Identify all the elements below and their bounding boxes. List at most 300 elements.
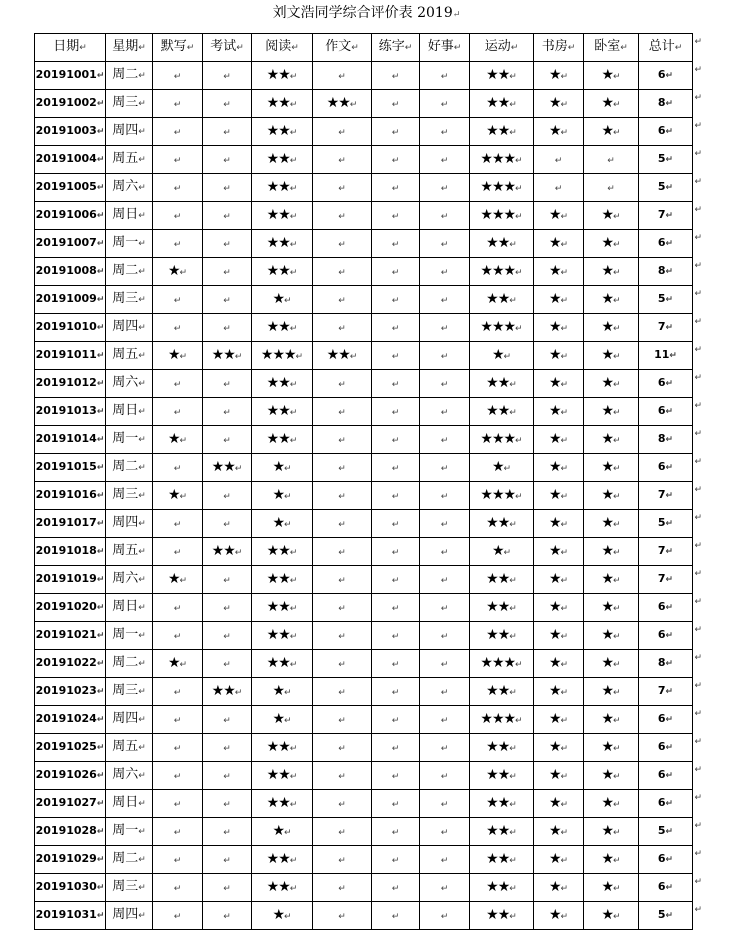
table-cell bbox=[153, 342, 203, 370]
paragraph-mark: ↵ bbox=[289, 771, 298, 782]
paragraph-mark: ↵ bbox=[560, 71, 569, 82]
table-row bbox=[35, 538, 693, 566]
table-cell bbox=[313, 734, 372, 762]
paragraph-mark: ↵ bbox=[665, 71, 674, 81]
table-cell bbox=[584, 370, 639, 398]
star-rating: ★★ bbox=[266, 738, 290, 755]
paragraph-mark: ↵ bbox=[613, 575, 621, 586]
paragraph-mark: ↵ bbox=[560, 435, 569, 446]
paragraph-mark: ↵ bbox=[289, 799, 298, 810]
star-rating: ★ bbox=[272, 290, 284, 307]
paragraph-mark: ↵ bbox=[515, 659, 523, 670]
paragraph-mark: ↵ bbox=[613, 323, 621, 334]
table-cell bbox=[372, 118, 420, 146]
star-rating: ★ bbox=[548, 906, 561, 923]
star-rating: ★ bbox=[548, 206, 561, 223]
cell-value: 5 bbox=[657, 292, 666, 305]
cell-value: 6 bbox=[657, 600, 666, 613]
table-cell bbox=[420, 678, 470, 706]
paragraph-mark: ↵ bbox=[173, 211, 182, 222]
table-cell bbox=[534, 706, 584, 734]
paragraph-mark: ↵ bbox=[338, 827, 346, 838]
table-cell bbox=[470, 874, 534, 902]
table-cell bbox=[372, 706, 420, 734]
table-cell bbox=[639, 566, 693, 594]
paragraph-mark: ↵ bbox=[138, 491, 146, 501]
table-cell bbox=[470, 510, 534, 538]
table-cell bbox=[203, 426, 252, 454]
paragraph-mark: ↵ bbox=[665, 267, 674, 277]
paragraph-mark: ↵ bbox=[138, 43, 146, 53]
paragraph-mark: ↵ bbox=[96, 631, 105, 641]
table-row bbox=[35, 818, 693, 846]
table-cell bbox=[470, 398, 534, 426]
paragraph-mark: ↵ bbox=[665, 519, 674, 529]
table-cell bbox=[203, 678, 252, 706]
paragraph-mark: ↵ bbox=[391, 519, 400, 530]
table-cell bbox=[584, 174, 639, 202]
cell-value: 20191006 bbox=[35, 208, 97, 221]
table-cell bbox=[153, 706, 203, 734]
table-cell bbox=[420, 370, 470, 398]
paragraph-mark: ↵ bbox=[440, 715, 449, 726]
table-cell bbox=[420, 118, 470, 146]
table-cell bbox=[639, 538, 693, 566]
paragraph-mark: ↵ bbox=[509, 771, 517, 782]
table-cell bbox=[313, 902, 372, 930]
column-header bbox=[420, 34, 470, 62]
table-cell bbox=[153, 118, 203, 146]
paragraph-mark: ↵ bbox=[338, 659, 346, 670]
row-end-mark: ↵ bbox=[694, 652, 703, 663]
table-cell bbox=[639, 146, 693, 174]
cell-value: 20191029 bbox=[35, 852, 97, 865]
paragraph-mark: ↵ bbox=[613, 71, 621, 82]
table-cell bbox=[470, 146, 534, 174]
cell-value: 周日 bbox=[112, 599, 139, 614]
table-cell bbox=[252, 230, 313, 258]
paragraph-mark: ↵ bbox=[223, 323, 231, 334]
table-cell bbox=[584, 734, 639, 762]
cell-value: 8 bbox=[657, 96, 666, 109]
star-rating: ★ bbox=[272, 486, 284, 503]
table-cell bbox=[639, 902, 693, 930]
table-cell bbox=[106, 538, 153, 566]
table-cell bbox=[313, 258, 372, 286]
table-cell bbox=[35, 426, 106, 454]
paragraph-mark: ↵ bbox=[665, 855, 674, 865]
cell-value: 周三 bbox=[112, 95, 139, 110]
table-cell bbox=[313, 510, 372, 538]
paragraph-mark: ↵ bbox=[560, 715, 569, 726]
table-row bbox=[35, 622, 693, 650]
paragraph-mark: ↵ bbox=[503, 351, 512, 362]
star-rating: ★ bbox=[272, 710, 284, 727]
paragraph-mark: ↵ bbox=[509, 743, 517, 754]
paragraph-mark: ↵ bbox=[391, 743, 400, 754]
paragraph-mark: ↵ bbox=[284, 911, 292, 922]
table-cell bbox=[203, 706, 252, 734]
paragraph-mark: ↵ bbox=[509, 99, 517, 110]
paragraph-mark: ↵ bbox=[138, 603, 146, 613]
star-rating: ★★ bbox=[326, 94, 350, 111]
paragraph-mark: ↵ bbox=[223, 743, 231, 754]
cell-value: 6 bbox=[657, 852, 666, 865]
paragraph-mark: ↵ bbox=[338, 267, 346, 278]
column-header-label: 练字 bbox=[378, 39, 405, 54]
paragraph-mark: ↵ bbox=[613, 743, 621, 754]
table-cell bbox=[420, 482, 470, 510]
paragraph-mark: ↵ bbox=[223, 127, 231, 138]
table-cell bbox=[639, 398, 693, 426]
paragraph-mark: ↵ bbox=[223, 575, 231, 586]
table-cell bbox=[153, 678, 203, 706]
table-cell bbox=[372, 482, 420, 510]
paragraph-mark: ↵ bbox=[173, 155, 182, 166]
table-cell bbox=[639, 594, 693, 622]
table-cell bbox=[106, 762, 153, 790]
paragraph-mark: ↵ bbox=[173, 911, 182, 922]
table-cell bbox=[420, 286, 470, 314]
star-rating: ★ bbox=[548, 542, 561, 559]
paragraph-mark: ↵ bbox=[96, 771, 105, 781]
star-rating: ★ bbox=[548, 850, 561, 867]
paragraph-mark: ↵ bbox=[138, 211, 146, 221]
column-header-label: 作文 bbox=[325, 39, 352, 54]
table-cell bbox=[372, 790, 420, 818]
paragraph-mark: ↵ bbox=[96, 295, 105, 305]
table-cell bbox=[153, 314, 203, 342]
table-cell bbox=[470, 258, 534, 286]
paragraph-mark: ↵ bbox=[560, 855, 569, 866]
paragraph-mark: ↵ bbox=[665, 687, 674, 697]
table-cell bbox=[35, 510, 106, 538]
paragraph-mark: ↵ bbox=[138, 827, 146, 837]
column-header-label: 总计 bbox=[648, 39, 675, 54]
table-cell bbox=[534, 202, 584, 230]
table-cell bbox=[420, 398, 470, 426]
cell-value: 20191017 bbox=[35, 516, 97, 529]
paragraph-mark: ↵ bbox=[96, 883, 105, 893]
table-cell bbox=[313, 230, 372, 258]
table-cell bbox=[106, 902, 153, 930]
paragraph-mark: ↵ bbox=[440, 183, 449, 194]
table-body bbox=[35, 62, 693, 930]
table-cell bbox=[203, 146, 252, 174]
paragraph-mark: ↵ bbox=[173, 743, 182, 754]
paragraph-mark: ↵ bbox=[223, 603, 231, 614]
star-rating: ★ bbox=[601, 122, 613, 139]
table-cell bbox=[372, 258, 420, 286]
star-rating: ★ bbox=[548, 458, 561, 475]
cell-value: 周五 bbox=[112, 739, 139, 754]
star-rating: ★ bbox=[548, 374, 561, 391]
table-cell bbox=[203, 202, 252, 230]
table-cell bbox=[106, 286, 153, 314]
table-cell bbox=[420, 258, 470, 286]
paragraph-mark: ↵ bbox=[440, 883, 449, 894]
star-rating: ★★ bbox=[266, 178, 290, 195]
cell-value: 20191008 bbox=[35, 264, 97, 277]
paragraph-mark: ↵ bbox=[338, 519, 346, 530]
table-cell bbox=[313, 594, 372, 622]
table-cell bbox=[313, 118, 372, 146]
table-cell bbox=[584, 650, 639, 678]
paragraph-mark: ↵ bbox=[289, 407, 298, 418]
cell-value: 20191003 bbox=[35, 124, 97, 137]
paragraph-mark: ↵ bbox=[440, 855, 449, 866]
cell-value: 周四 bbox=[112, 907, 139, 922]
paragraph-mark: ↵ bbox=[503, 547, 512, 558]
paragraph-mark: ↵ bbox=[560, 827, 569, 838]
table-cell bbox=[153, 510, 203, 538]
paragraph-mark: ↵ bbox=[349, 99, 358, 110]
table-cell bbox=[203, 230, 252, 258]
star-rating: ★★ bbox=[486, 122, 510, 139]
paragraph-mark: ↵ bbox=[173, 715, 182, 726]
star-rating: ★★ bbox=[266, 402, 290, 419]
paragraph-mark: ↵ bbox=[223, 519, 231, 530]
paragraph-mark: ↵ bbox=[560, 771, 569, 782]
star-rating: ★★ bbox=[266, 626, 290, 643]
star-rating: ★★★ bbox=[480, 262, 516, 279]
table-cell bbox=[372, 538, 420, 566]
table-cell bbox=[313, 342, 372, 370]
column-header bbox=[203, 34, 252, 62]
paragraph-mark: ↵ bbox=[665, 575, 674, 585]
star-rating: ★★ bbox=[266, 878, 290, 895]
paragraph-mark: ↵ bbox=[509, 575, 517, 586]
cell-value: 6 bbox=[657, 740, 666, 753]
star-rating: ★★ bbox=[266, 318, 290, 335]
table-cell bbox=[584, 818, 639, 846]
table-cell bbox=[313, 706, 372, 734]
table-cell bbox=[470, 370, 534, 398]
paragraph-mark: ↵ bbox=[284, 715, 292, 726]
table-cell bbox=[106, 706, 153, 734]
cell-value: 6 bbox=[657, 796, 666, 809]
table-cell bbox=[534, 146, 584, 174]
paragraph-mark: ↵ bbox=[391, 99, 400, 110]
table-cell bbox=[420, 342, 470, 370]
table-cell bbox=[420, 650, 470, 678]
table-cell bbox=[639, 314, 693, 342]
paragraph-mark: ↵ bbox=[391, 239, 400, 250]
table-cell bbox=[35, 846, 106, 874]
table-cell bbox=[534, 594, 584, 622]
table-cell bbox=[534, 622, 584, 650]
table-cell bbox=[584, 454, 639, 482]
cell-value: 周一 bbox=[112, 823, 139, 838]
paragraph-mark: ↵ bbox=[234, 687, 243, 698]
table-cell bbox=[203, 790, 252, 818]
paragraph-mark: ↵ bbox=[391, 183, 400, 194]
paragraph-mark: ↵ bbox=[560, 687, 569, 698]
table-cell bbox=[584, 62, 639, 90]
table-cell bbox=[470, 818, 534, 846]
cell-value: 周六 bbox=[112, 375, 139, 390]
paragraph-mark: ↵ bbox=[452, 10, 461, 20]
paragraph-mark: ↵ bbox=[338, 127, 346, 138]
paragraph-mark: ↵ bbox=[96, 463, 105, 473]
table-cell bbox=[252, 678, 313, 706]
paragraph-mark: ↵ bbox=[173, 519, 182, 530]
paragraph-mark: ↵ bbox=[613, 519, 621, 530]
row-end-mark: ↵ bbox=[694, 428, 703, 439]
star-rating: ★★★ bbox=[480, 206, 516, 223]
table-cell bbox=[106, 594, 153, 622]
table-cell bbox=[252, 594, 313, 622]
table-cell bbox=[420, 902, 470, 930]
star-rating: ★★ bbox=[486, 570, 510, 587]
paragraph-mark: ↵ bbox=[173, 463, 182, 474]
paragraph-mark: ↵ bbox=[613, 547, 621, 558]
paragraph-mark: ↵ bbox=[138, 743, 146, 753]
row-end-mark: ↵ bbox=[694, 288, 703, 299]
table-cell bbox=[534, 454, 584, 482]
table-cell bbox=[534, 258, 584, 286]
table-cell bbox=[252, 426, 313, 454]
star-rating: ★ bbox=[601, 626, 613, 643]
paragraph-mark: ↵ bbox=[289, 435, 298, 446]
star-rating: ★ bbox=[601, 598, 613, 615]
paragraph-mark: ↵ bbox=[338, 71, 346, 82]
table-cell bbox=[534, 678, 584, 706]
row-end-mark: ↵ bbox=[694, 792, 703, 803]
star-rating: ★ bbox=[601, 402, 613, 419]
cell-value: 6 bbox=[657, 768, 666, 781]
paragraph-mark: ↵ bbox=[96, 211, 105, 221]
table-cell bbox=[313, 650, 372, 678]
table-cell bbox=[106, 174, 153, 202]
paragraph-mark: ↵ bbox=[173, 855, 182, 866]
table-cell bbox=[420, 846, 470, 874]
table-cell bbox=[153, 90, 203, 118]
cell-value: 6 bbox=[657, 880, 666, 893]
cell-value: 20191031 bbox=[35, 908, 97, 921]
paragraph-mark: ↵ bbox=[138, 99, 146, 109]
star-rating: ★★★ bbox=[480, 430, 516, 447]
table-cell bbox=[470, 622, 534, 650]
star-rating: ★ bbox=[548, 66, 561, 83]
table-cell bbox=[203, 902, 252, 930]
star-rating: ★★★ bbox=[480, 178, 516, 195]
paragraph-mark: ↵ bbox=[289, 743, 298, 754]
paragraph-mark: ↵ bbox=[613, 267, 621, 278]
table-cell bbox=[420, 762, 470, 790]
paragraph-mark: ↵ bbox=[665, 99, 674, 109]
paragraph-mark: ↵ bbox=[96, 351, 105, 361]
paragraph-mark: ↵ bbox=[613, 127, 621, 138]
paragraph-mark: ↵ bbox=[96, 323, 105, 333]
star-rating: ★ bbox=[548, 794, 561, 811]
star-rating: ★ bbox=[601, 66, 613, 83]
cell-value: 20191024 bbox=[35, 712, 97, 725]
table-cell bbox=[106, 454, 153, 482]
table-cell bbox=[313, 762, 372, 790]
star-rating: ★★ bbox=[486, 94, 510, 111]
star-rating: ★ bbox=[548, 710, 561, 727]
paragraph-mark: ↵ bbox=[289, 323, 298, 334]
table-row bbox=[35, 314, 693, 342]
paragraph-mark: ↵ bbox=[391, 323, 400, 334]
paragraph-mark: ↵ bbox=[223, 267, 231, 278]
paragraph-mark: ↵ bbox=[96, 911, 105, 921]
table-cell bbox=[372, 846, 420, 874]
table-cell bbox=[35, 202, 106, 230]
paragraph-mark: ↵ bbox=[391, 771, 400, 782]
paragraph-mark: ↵ bbox=[96, 491, 105, 501]
table-cell bbox=[252, 790, 313, 818]
table-cell bbox=[106, 482, 153, 510]
table-cell bbox=[470, 230, 534, 258]
table-cell bbox=[203, 454, 252, 482]
table-cell bbox=[106, 90, 153, 118]
star-rating: ★★ bbox=[486, 850, 510, 867]
star-rating: ★★ bbox=[486, 374, 510, 391]
paragraph-mark: ↵ bbox=[440, 239, 449, 250]
star-rating: ★★ bbox=[486, 402, 510, 419]
table-cell bbox=[534, 62, 584, 90]
table-cell bbox=[106, 734, 153, 762]
table-cell bbox=[420, 622, 470, 650]
table-cell bbox=[252, 706, 313, 734]
table-cell bbox=[313, 874, 372, 902]
paragraph-mark: ↵ bbox=[391, 603, 400, 614]
paragraph-mark: ↵ bbox=[138, 127, 146, 137]
paragraph-mark: ↵ bbox=[613, 631, 621, 642]
paragraph-mark: ↵ bbox=[289, 155, 298, 166]
paragraph-mark: ↵ bbox=[338, 603, 346, 614]
paragraph-mark: ↵ bbox=[509, 379, 517, 390]
table-row bbox=[35, 62, 693, 90]
table-cell bbox=[313, 426, 372, 454]
row-end-mark: ↵ bbox=[694, 848, 703, 859]
paragraph-mark: ↵ bbox=[223, 239, 231, 250]
table-cell bbox=[153, 426, 203, 454]
cell-value: 周二 bbox=[112, 67, 139, 82]
paragraph-mark: ↵ bbox=[284, 295, 292, 306]
table-cell bbox=[534, 286, 584, 314]
paragraph-mark: ↵ bbox=[391, 155, 400, 166]
table-cell bbox=[372, 426, 420, 454]
paragraph-mark: ↵ bbox=[440, 351, 449, 362]
table-cell bbox=[153, 902, 203, 930]
star-rating: ★ bbox=[601, 262, 613, 279]
cell-value: 6 bbox=[657, 628, 666, 641]
paragraph-mark: ↵ bbox=[567, 43, 576, 53]
table-cell bbox=[203, 90, 252, 118]
table-cell bbox=[313, 398, 372, 426]
paragraph-mark: ↵ bbox=[96, 799, 105, 809]
cell-value: 20191009 bbox=[35, 292, 97, 305]
star-rating: ★ bbox=[601, 290, 613, 307]
table-cell bbox=[106, 62, 153, 90]
table-cell bbox=[203, 762, 252, 790]
column-header bbox=[372, 34, 420, 62]
paragraph-mark: ↵ bbox=[338, 575, 346, 586]
table-cell bbox=[203, 62, 252, 90]
paragraph-mark: ↵ bbox=[173, 239, 182, 250]
paragraph-mark: ↵ bbox=[440, 743, 449, 754]
star-rating: ★★ bbox=[266, 206, 290, 223]
table-row bbox=[35, 230, 693, 258]
table-cell bbox=[470, 90, 534, 118]
table-cell bbox=[35, 678, 106, 706]
table-cell bbox=[106, 510, 153, 538]
paragraph-mark: ↵ bbox=[391, 351, 400, 362]
cell-value: 20191016 bbox=[35, 488, 97, 501]
